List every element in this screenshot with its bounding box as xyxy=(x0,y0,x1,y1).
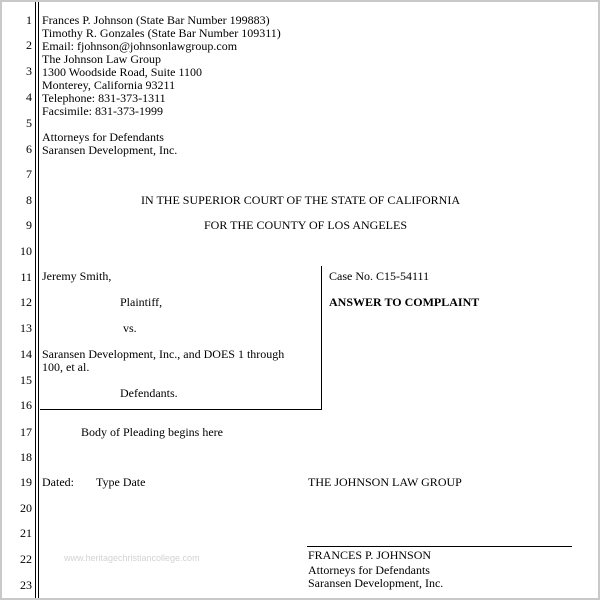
left-margin-rule-inner xyxy=(38,2,39,598)
line-number: 18 xyxy=(20,450,32,464)
dated-label: Dated: xyxy=(42,475,74,489)
caption-bottom-rule xyxy=(40,409,322,410)
line-number: 8 xyxy=(26,193,32,207)
attorney-name-1: Frances P. Johnson (State Bar Number 199883) xyxy=(42,13,270,27)
signer-name: FRANCES P. JOHNSON xyxy=(308,548,432,562)
line-number: 13 xyxy=(20,321,32,335)
defendant-line-2: 100, et al. xyxy=(42,360,90,374)
line-number: 11 xyxy=(20,270,32,284)
line-number: 9 xyxy=(26,218,32,232)
court-title-line-1: IN THE SUPERIOR COURT OF THE STATE OF CALIFORNIA xyxy=(141,193,461,207)
line-number: 4 xyxy=(26,90,32,104)
line-number: 23 xyxy=(20,578,32,592)
attorney-facsimile: Facsimile: 831-373-1999 xyxy=(42,104,163,118)
attorney-email: Email: fjohnson@johnsonlawgroup.com xyxy=(42,39,238,53)
pleading-body: Body of Pleading begins here xyxy=(81,425,223,439)
line-number-column xyxy=(2,2,32,602)
line-number: 3 xyxy=(26,64,32,78)
line-number: 21 xyxy=(20,526,32,540)
attorney-address-1: 1300 Woodside Road, Suite 1100 xyxy=(42,65,203,79)
line-number: 6 xyxy=(26,142,32,156)
plaintiff-label: Plaintiff, xyxy=(120,295,163,309)
line-number: 16 xyxy=(20,398,32,412)
plaintiff-name: Jeremy Smith, xyxy=(42,269,112,283)
signature-firm: THE JOHNSON LAW GROUP xyxy=(308,475,462,489)
attorney-name-2: Timothy R. Gonzales (State Bar Number 109311) xyxy=(42,26,281,40)
attorney-client: Saransen Development, Inc. xyxy=(42,143,178,157)
left-margin-rule-outer xyxy=(35,2,36,598)
versus-label: vs. xyxy=(123,321,137,335)
signature-line xyxy=(307,546,572,547)
watermark-text: www.heritagechristiancollege.com xyxy=(64,553,200,563)
signer-role: Attorneys for Defendants xyxy=(308,563,430,577)
attorney-firm: The Johnson Law Group xyxy=(42,52,161,66)
date-value: Type Date xyxy=(96,475,146,489)
defendant-label: Defendants. xyxy=(120,386,178,400)
line-number: 5 xyxy=(26,116,32,130)
document-title: ANSWER TO COMPLAINT xyxy=(329,295,480,309)
line-number: 15 xyxy=(20,373,32,387)
line-number: 7 xyxy=(26,167,32,181)
caption-divider xyxy=(321,266,322,410)
attorney-role: Attorneys for Defendants xyxy=(42,130,164,144)
defendant-line-1: Saransen Development, Inc., and DOES 1 through xyxy=(42,347,285,361)
line-number: 22 xyxy=(20,552,32,566)
line-number: 2 xyxy=(26,38,32,52)
line-number: 17 xyxy=(20,425,32,439)
case-number: Case No. C15-54111 xyxy=(329,269,430,283)
attorney-telephone: Telephone: 831-373-1311 xyxy=(42,91,166,105)
signer-client: Saransen Development, Inc. xyxy=(308,576,444,590)
line-number: 19 xyxy=(20,475,32,489)
line-number: 1 xyxy=(26,13,32,27)
line-number: 20 xyxy=(20,501,32,515)
attorney-address-2: Monterey, California 93211 xyxy=(42,78,176,92)
court-title-line-2: FOR THE COUNTY OF LOS ANGELES xyxy=(204,218,408,232)
line-number: 14 xyxy=(20,347,32,361)
line-number: 12 xyxy=(20,295,32,309)
line-number: 10 xyxy=(20,244,32,258)
